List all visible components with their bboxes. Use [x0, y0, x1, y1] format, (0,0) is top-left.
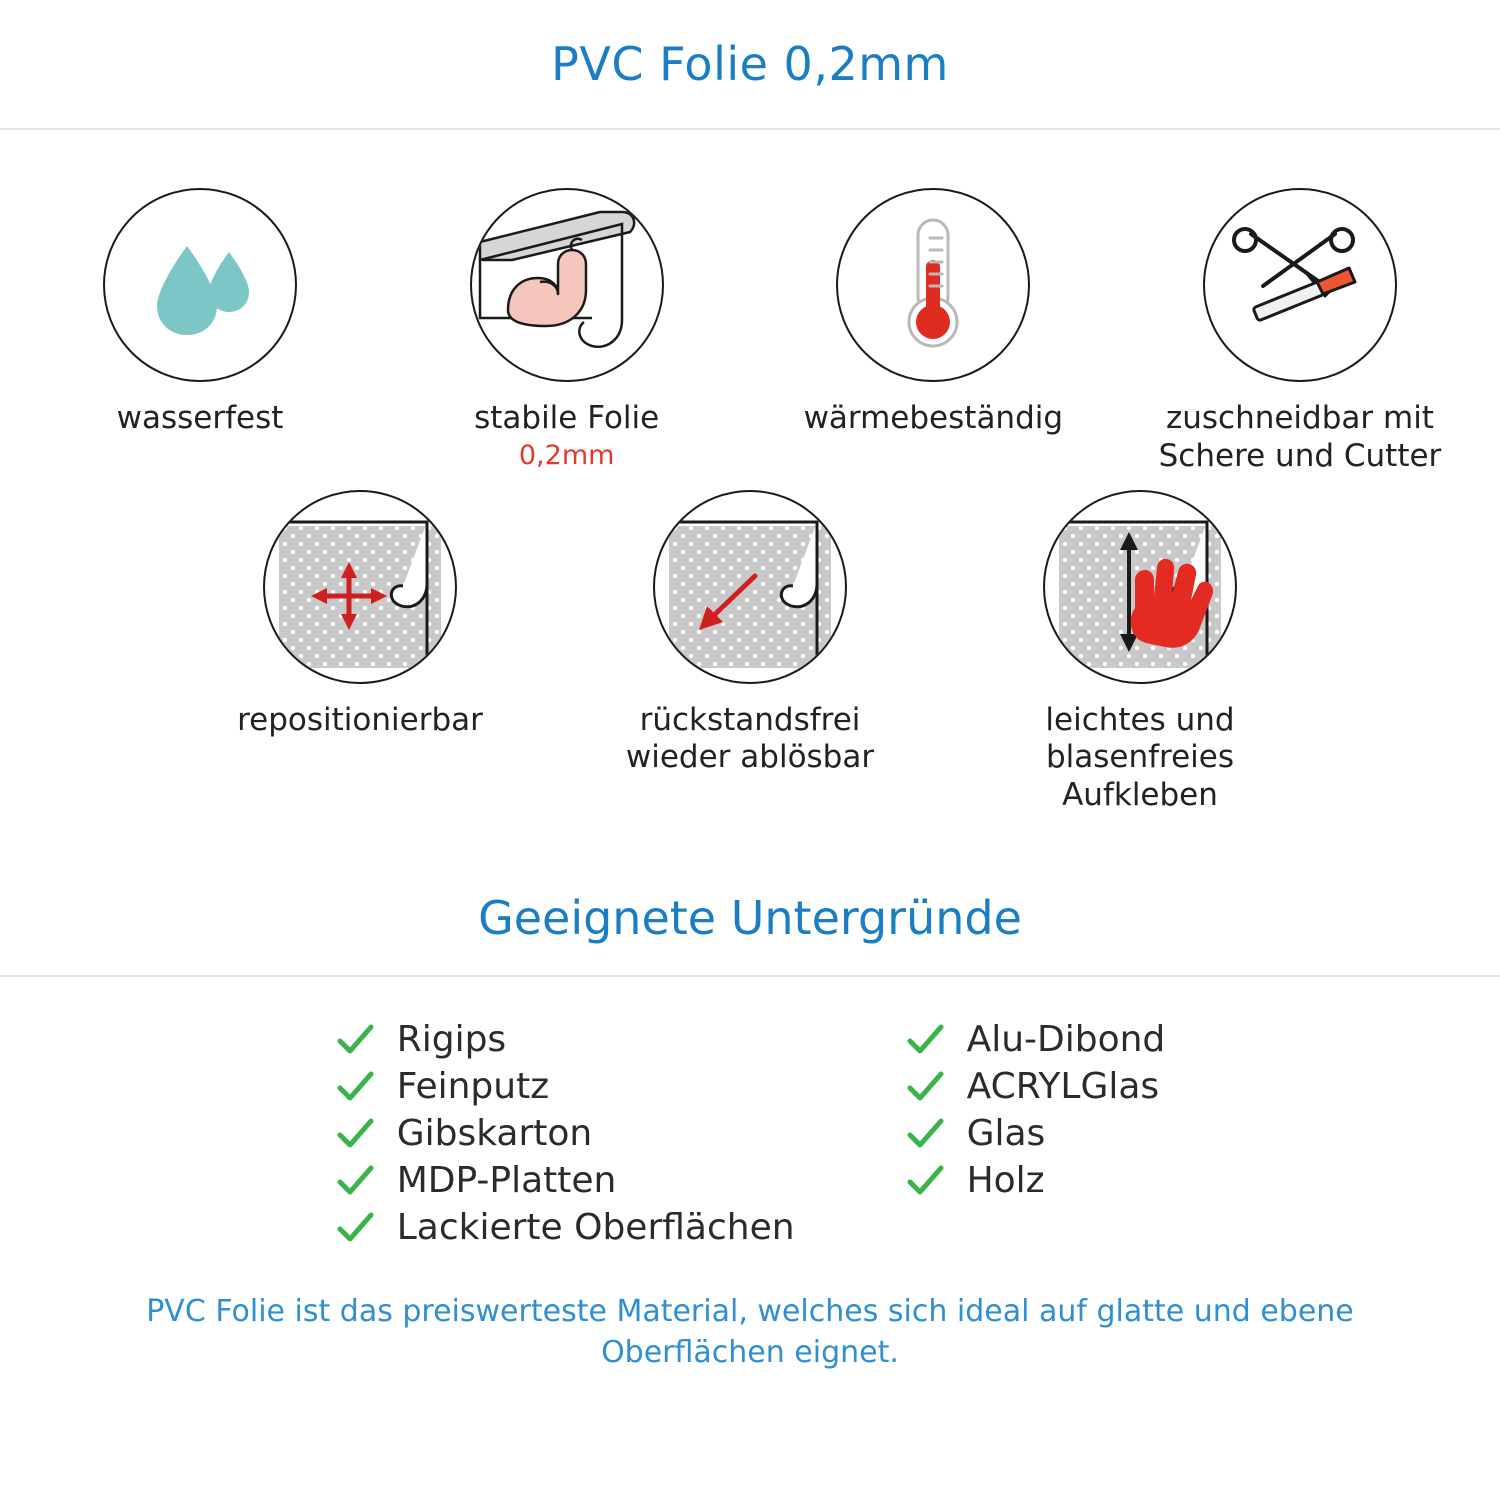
hand-smoothing-icon: [1045, 492, 1235, 682]
check-mark-icon: [905, 1067, 945, 1107]
check-mark-icon: [335, 1161, 375, 1201]
feature-icon-circle: [470, 188, 664, 382]
thermometer-icon: [838, 190, 1028, 380]
peel-off-arrow-icon: [655, 492, 845, 682]
list-item: [905, 1160, 1166, 1201]
feature-wasserfest: [50, 188, 350, 478]
list-item: [335, 1207, 795, 1248]
surfaces-list: [0, 977, 1500, 1248]
list-item: [335, 1019, 795, 1060]
header: [0, 0, 1500, 130]
list-item: [335, 1160, 795, 1201]
list-item-label: Rigips: [396, 1019, 507, 1061]
feature-row-top: [0, 130, 1500, 478]
feature-icon-circle: [653, 490, 847, 684]
list-item-label: Holz: [966, 1160, 1045, 1202]
list-item: [335, 1113, 795, 1154]
surfaces-column-left: [335, 1019, 795, 1248]
list-item: [905, 1113, 1166, 1154]
check-mark-icon: [905, 1020, 945, 1060]
list-item-label: Alu-Dibond: [966, 1019, 1166, 1061]
feature-icon-circle: [1043, 490, 1237, 684]
list-item-label: Lackierte Oberflächen: [396, 1207, 795, 1249]
feature-icon-circle: [263, 490, 457, 684]
feature-sublabel: 0,2mm: [518, 439, 615, 471]
list-item-label: MDP-Platten: [396, 1160, 617, 1202]
list-item-label: ACRYLGlas: [966, 1066, 1160, 1108]
list-item: [905, 1019, 1166, 1060]
feature-blasenfreies-aufkleben: [990, 490, 1290, 817]
feature-label: zuschneidbar mit Schere und Cutter: [1158, 400, 1442, 474]
feature-waermebestaendig: [783, 188, 1083, 478]
feature-row-bottom: [0, 478, 1500, 817]
feature-icon-circle: [103, 188, 297, 382]
page-title: PVC Folie 0,2mm: [551, 37, 949, 91]
list-item-label: Gibskarton: [396, 1113, 593, 1155]
feature-label: repositionierbar: [237, 701, 483, 738]
feature-label: stabile Folie: [474, 400, 660, 436]
list-item-label: Feinputz: [396, 1066, 550, 1108]
check-mark-icon: [335, 1114, 375, 1154]
list-item-label: Glas: [966, 1113, 1046, 1155]
feature-label: wasserfest: [116, 400, 284, 436]
feature-rueckstandsfrei: [600, 490, 900, 817]
feature-zuschneidbar: [1150, 188, 1450, 478]
check-mark-icon: [335, 1208, 375, 1248]
feature-label: wärmebeständig: [803, 400, 1064, 436]
feature-label: leichtes und blasenfreies Aufkleben: [1045, 701, 1235, 814]
feature-stabile-folie: [417, 188, 717, 478]
check-mark-icon: [905, 1114, 945, 1154]
check-mark-icon: [335, 1067, 375, 1107]
feature-repositionierbar: [210, 490, 510, 817]
reposition-arrows-icon: [265, 492, 455, 682]
feature-label: rückstandsfrei wieder ablösbar: [625, 701, 875, 776]
feature-icon-circle: [1203, 188, 1397, 382]
list-item: [905, 1066, 1166, 1107]
surfaces-column-right: [905, 1019, 1166, 1248]
check-mark-icon: [905, 1161, 945, 1201]
feature-icon-circle: [836, 188, 1030, 382]
water-drops-icon: [105, 190, 295, 380]
flexed-arm-foil-icon: [472, 190, 662, 380]
surfaces-heading: Geeignete Untergründe: [0, 891, 1500, 977]
check-mark-icon: [335, 1020, 375, 1060]
footnote-text: PVC Folie ist das preiswerteste Material, welches sich ideal auf glatte und ebene Oberflächen eignet.: [146, 1294, 1354, 1370]
list-item: [335, 1066, 795, 1107]
scissors-cutter-icon: [1205, 190, 1395, 380]
